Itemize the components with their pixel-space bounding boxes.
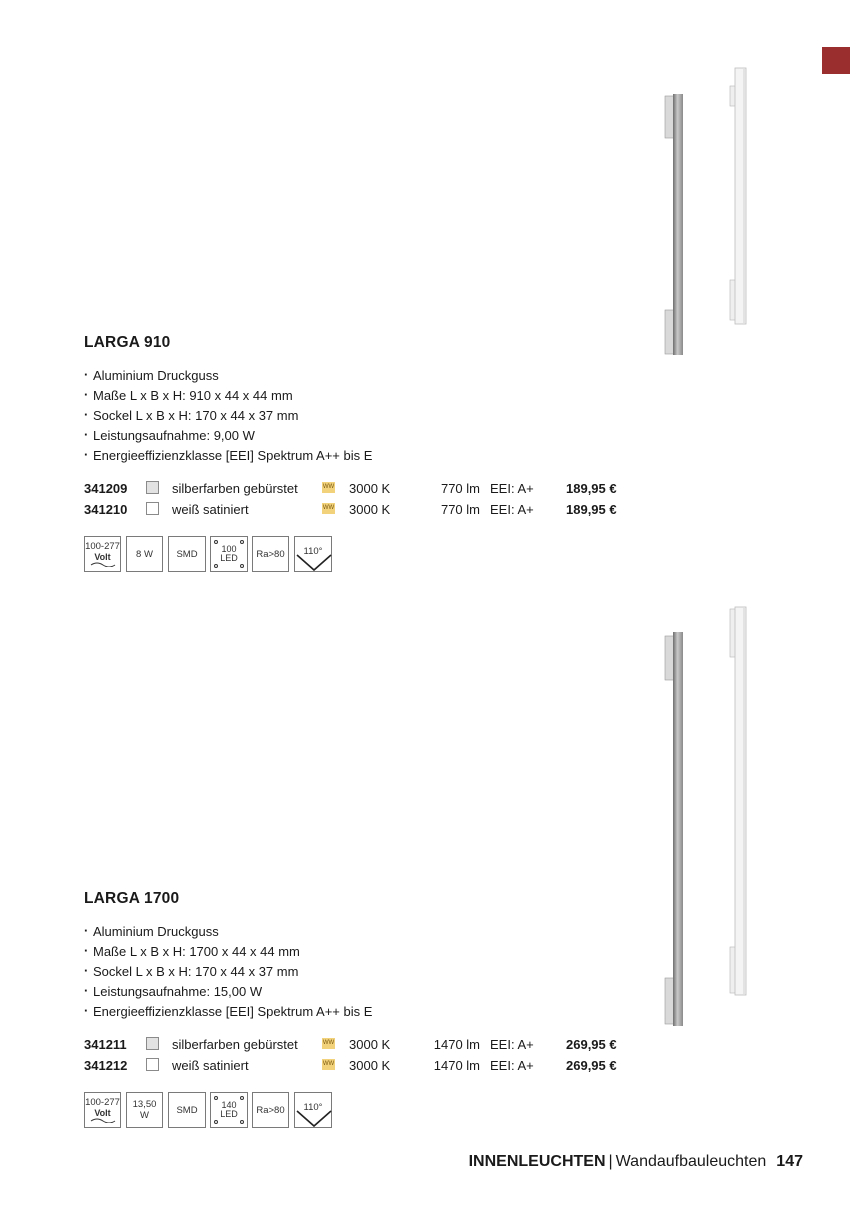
energy-class: EEI: A+ (490, 481, 534, 496)
beam-angle: 110° (303, 546, 323, 557)
cri-icon: Ra>80 (252, 536, 289, 572)
footer-subcategory: Wandaufbauleuchten (615, 1153, 767, 1170)
product-title: LARGA 1700 (84, 890, 180, 907)
cri-icon: Ra>80 (252, 1092, 289, 1128)
variant-row (84, 1055, 644, 1076)
color-temperature: 3000 K (349, 502, 391, 517)
article-number: 341210 (84, 502, 128, 517)
feature-item: · Leistungsaufnahme: 9,00 W (84, 426, 644, 446)
feature-item: · Energieeffizienzklasse [EEI] Spektrum A++ bis E (84, 1002, 644, 1022)
product-title: LARGA 910 (84, 334, 171, 351)
led-count-icon (210, 1092, 248, 1128)
warm-white-icon: WW (322, 482, 335, 493)
smd-icon: SMD (168, 536, 206, 572)
feature-item: · Maße L x B x H: 1700 x 44 x 44 mm (84, 942, 644, 962)
energy-class: EEI: A+ (490, 1037, 534, 1052)
led-count: 140 (221, 1100, 237, 1110)
feature-list (84, 922, 644, 1022)
feature-item: · Aluminium Druckguss (84, 922, 644, 942)
finish: weiß satiniert (172, 1058, 249, 1073)
lumen: 770 lm (440, 502, 480, 517)
warm-white-icon: WW (322, 1038, 335, 1049)
color-swatch-white (146, 502, 159, 515)
lumen: 770 lm (440, 481, 480, 496)
feature-item: · Maße L x B x H: 910 x 44 x 44 mm (84, 386, 644, 406)
variant-row (84, 1034, 644, 1055)
color-temperature: 3000 K (349, 1058, 391, 1073)
voltage-range: 100-277 (85, 1096, 120, 1108)
chapter-tab (822, 47, 850, 74)
page-footer (469, 1153, 803, 1171)
energy-class: EEI: A+ (490, 502, 534, 517)
lumen: 1470 lm (433, 1037, 480, 1052)
energy-class: EEI: A+ (490, 1058, 534, 1073)
spec-icons (84, 536, 644, 574)
product-larga-1700 (84, 890, 644, 1130)
color-swatch-silver (146, 481, 159, 494)
lumen: 1470 lm (433, 1058, 480, 1073)
product-image-larga-1700-silver (660, 630, 690, 1028)
voltage-label: Volt (94, 1107, 111, 1118)
feature-item: · Sockel L x B x H: 170 x 44 x 37 mm (84, 962, 644, 982)
voltage-label: Volt (94, 551, 111, 562)
feature-item: · Aluminium Druckguss (84, 366, 644, 386)
color-temperature: 3000 K (349, 481, 391, 496)
finish: weiß satiniert (172, 502, 249, 517)
warm-white-icon: WW (322, 503, 335, 514)
price: 189,95 € (566, 481, 617, 496)
smd-icon: SMD (168, 1092, 206, 1128)
footer-category: INNENLEUCHTEN (468, 1153, 606, 1170)
variant-table (84, 1034, 644, 1076)
voltage-icon (84, 1092, 121, 1128)
led-count: 100 (221, 544, 237, 554)
wave-icon (90, 562, 116, 567)
color-temperature: 3000 K (349, 1037, 391, 1052)
wattage-icon: 13,50 W (126, 1092, 163, 1128)
feature-list (84, 366, 644, 466)
variant-table (84, 478, 644, 520)
finish: silberfarben gebürstet (172, 481, 298, 496)
article-number: 341209 (84, 481, 128, 496)
led-count-icon (210, 536, 248, 572)
finish: silberfarben gebürstet (172, 1037, 298, 1052)
voltage-icon (84, 536, 121, 572)
beam-angle: 110° (303, 1102, 323, 1113)
feature-item: · Sockel L x B x H: 170 x 44 x 37 mm (84, 406, 644, 426)
voltage-range: 100-277 (85, 540, 120, 552)
price: 189,95 € (566, 502, 617, 517)
page-number: 147 (776, 1153, 803, 1170)
feature-item: · Energieeffizienzklasse [EEI] Spektrum A++ bis E (84, 446, 644, 466)
article-number: 341211 (84, 1037, 127, 1052)
beam-angle-icon (294, 536, 332, 572)
color-swatch-white (146, 1058, 159, 1071)
led-label: LED (220, 1109, 238, 1119)
footer-separator: | (608, 1153, 613, 1170)
variant-row (84, 478, 644, 499)
price: 269,95 € (566, 1037, 617, 1052)
product-larga-910 (84, 334, 644, 574)
wave-icon (90, 1118, 116, 1123)
color-swatch-silver (146, 1037, 159, 1050)
warm-white-icon: WW (322, 1059, 335, 1070)
beam-angle-icon (294, 1092, 332, 1128)
product-image-larga-910-silver (660, 92, 690, 357)
spec-icons (84, 1092, 644, 1130)
product-image-larga-1700-white (728, 605, 752, 997)
article-number: 341212 (84, 1058, 128, 1073)
led-label: LED (220, 553, 238, 563)
feature-item: · Leistungsaufnahme: 15,00 W (84, 982, 644, 1002)
product-image-larga-910-white (728, 66, 752, 326)
wattage-icon: 8 W (126, 536, 163, 572)
price: 269,95 € (566, 1058, 617, 1073)
variant-row (84, 499, 644, 520)
